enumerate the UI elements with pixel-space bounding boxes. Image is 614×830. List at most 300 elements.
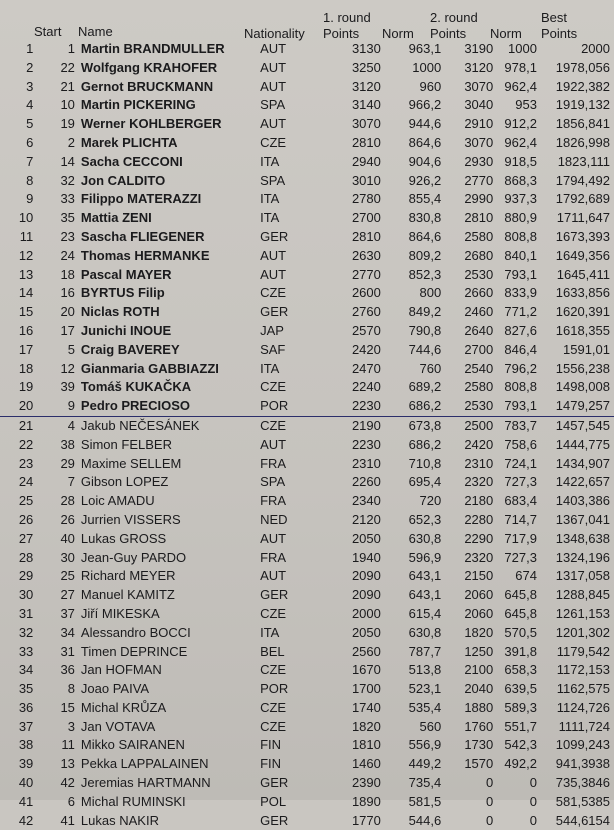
header-best: Best: [541, 10, 568, 25]
round2-points-cell: 2770: [464, 172, 494, 188]
start-cell: 40: [60, 530, 75, 546]
table-row: [0, 397, 614, 416]
best-points-cell: 1434,907: [555, 455, 610, 471]
best-points-cell: 1457,545: [555, 417, 610, 433]
rank-cell: 19: [18, 379, 34, 395]
round1-points-cell: 2810: [351, 134, 381, 150]
rank-cell: 8: [26, 172, 34, 188]
round2-norm-cell: 758,6: [504, 436, 537, 452]
round1-points-cell: 2230: [327, 397, 381, 416]
round2-norm-cell: 846,4: [504, 341, 537, 357]
rank-cell: 39: [18, 756, 34, 772]
best-points-cell: 1591,01: [563, 341, 610, 357]
round1-points-cell: 1770: [351, 812, 381, 828]
round1-norm-cell: 544,6: [408, 812, 442, 828]
table-row: [0, 605, 614, 624]
name-cell: Richard MEYER: [80, 568, 176, 584]
round1-points-cell: 1820: [351, 718, 381, 734]
round2-norm-cell: 391,8: [504, 643, 537, 659]
round2-norm-cell: 674: [515, 568, 537, 584]
rank-cell: 38: [18, 737, 34, 753]
best-points-cell: 1922,382: [555, 78, 610, 94]
nationality-cell: GER: [260, 304, 289, 320]
best-points-cell: 1201,302: [555, 624, 610, 640]
name-cell: Lukas GROSS: [80, 530, 167, 546]
rank-cell: 31: [18, 605, 34, 621]
round2-norm-cell: 683,4: [504, 493, 537, 509]
nationality-cell: CZE: [260, 134, 287, 150]
round2-norm-cell: 727,3: [504, 549, 537, 565]
nationality-cell: AUT: [260, 78, 287, 94]
round1-points-cell: 3010: [351, 172, 381, 188]
table-row: [0, 511, 614, 530]
best-points-cell: 941,3938: [555, 756, 610, 772]
name-cell: Junichi INOUE: [80, 322, 172, 338]
best-points-cell: 1444,775: [555, 436, 610, 452]
round2-norm-cell: 833,9: [504, 285, 537, 301]
best-points-cell: 1403,386: [555, 493, 610, 509]
round2-norm-cell: 953: [515, 97, 537, 113]
round2-norm-cell: 978,1: [504, 59, 537, 75]
round1-points-cell: 2050: [351, 530, 381, 546]
table-row: [0, 78, 614, 97]
start-cell: 30: [60, 549, 75, 565]
nationality-cell: AUT: [260, 41, 287, 56]
round1-norm-cell: 855,4: [408, 191, 442, 207]
round1-points-cell: 2090: [351, 568, 381, 584]
round2-norm-cell: 796,2: [504, 360, 537, 376]
start-cell: 36: [60, 662, 75, 678]
name-cell: Martin BRANDMULLER: [80, 41, 225, 56]
name-cell: Lukas NAKIR: [80, 812, 159, 828]
header-round1: 1. round: [323, 10, 371, 25]
best-points-cell: 1620,391: [555, 304, 610, 320]
round2-norm-cell: 492,2: [504, 756, 537, 772]
round1-points-cell: 2600: [351, 285, 381, 301]
round2-norm-cell: 808,8: [504, 228, 537, 244]
round2-points-cell: 2810: [464, 210, 494, 226]
best-points-cell: 1422,657: [555, 474, 610, 490]
table-row: [0, 341, 614, 360]
start-cell: 26: [60, 511, 75, 527]
round2-norm-cell: 962,4: [504, 78, 537, 94]
start-cell: 32: [60, 172, 75, 188]
rank-cell: 42: [18, 812, 34, 828]
table-row: [0, 755, 614, 774]
table-row: [0, 718, 614, 737]
round1-norm-cell: 809,2: [408, 247, 442, 263]
start-cell: 5: [67, 341, 75, 357]
best-points-cell: 2000: [581, 41, 610, 56]
round1-norm-cell: 630,8: [408, 624, 442, 640]
round1-norm-cell: 643,1: [408, 587, 442, 603]
round2-norm-cell: 589,3: [504, 699, 537, 715]
round1-norm-cell: 643,1: [408, 568, 442, 584]
round2-norm-cell: 542,3: [504, 737, 537, 753]
round2-points-cell: 2460: [464, 304, 494, 320]
table-row: [0, 247, 614, 266]
nationality-cell: AUT: [260, 568, 287, 584]
best-points-cell: 1367,041: [555, 511, 610, 527]
rank-cell: 4: [26, 97, 34, 113]
best-points-cell: 1317,058: [555, 568, 610, 584]
best-points-cell: 1645,411: [556, 266, 610, 282]
round2-norm-cell: 808,8: [504, 379, 537, 395]
nationality-cell: POL: [260, 793, 287, 809]
round2-points-cell: 1250: [464, 643, 494, 659]
best-points-cell: 1792,689: [555, 191, 610, 207]
best-points-cell: 1111,724: [558, 718, 610, 734]
round1-points-cell: 2760: [351, 304, 381, 320]
start-cell: 16: [60, 285, 75, 301]
start-cell: 42: [60, 775, 75, 791]
round2-norm-cell: 0: [529, 793, 537, 809]
name-cell: Pedro PRECIOSO: [75, 397, 258, 416]
start-cell: 11: [61, 737, 75, 753]
start-cell: 25: [60, 568, 75, 584]
nationality-cell: ITA: [260, 360, 280, 376]
round1-norm-cell: 560: [419, 718, 442, 734]
round1-points-cell: 2230: [351, 436, 381, 452]
best-points-cell: 1856,841: [555, 116, 610, 132]
round1-norm-cell: 535,4: [408, 699, 442, 715]
nationality-cell: AUT: [260, 59, 287, 75]
name-cell: Manuel KAMITZ: [80, 587, 175, 603]
round1-norm-cell: 523,1: [408, 681, 442, 697]
round1-points-cell: 1940: [351, 549, 381, 565]
table-row: [0, 549, 614, 568]
table-row: [0, 812, 614, 830]
round1-norm-cell: 710,8: [408, 455, 442, 471]
table-row: [0, 134, 614, 153]
round1-points-cell: 2190: [351, 417, 381, 433]
name-cell: Marek PLICHTA: [80, 134, 178, 150]
start-cell: 10: [60, 97, 75, 113]
round1-norm-cell: 830,8: [408, 210, 442, 226]
rank-cell: 3: [26, 78, 34, 94]
round2-points-cell: 2930: [464, 153, 494, 169]
table-row: [0, 736, 614, 755]
start-cell: 2: [67, 134, 75, 150]
start-cell: 20: [60, 304, 75, 320]
round2-points-cell: 2530: [441, 397, 493, 416]
table-row: [0, 228, 614, 247]
round1-points-cell: 1460: [351, 756, 381, 772]
round1-points-cell: 1670: [351, 662, 381, 678]
start-cell: 17: [60, 322, 75, 338]
rank-cell: 15: [18, 304, 34, 320]
best-points-cell: 1618,355: [555, 322, 610, 338]
name-cell: Jon CALDITO: [80, 172, 166, 188]
start-cell: 19: [60, 116, 75, 132]
start-cell: 22: [60, 59, 75, 75]
table-row: [0, 793, 614, 812]
round2-points-cell: 3120: [464, 59, 494, 75]
start-cell: 29: [60, 455, 75, 471]
name-cell: Craig BAVEREY: [80, 341, 180, 357]
round2-norm-cell: 714,7: [504, 511, 537, 527]
round1-points-cell: 1700: [351, 681, 381, 697]
round2-norm-cell: 962,4: [504, 134, 537, 150]
name-cell: Sascha FLIEGENER: [80, 228, 205, 244]
table-row: [0, 266, 614, 285]
round2-points-cell: 1880: [464, 699, 494, 715]
name-cell: Werner KOHLBERGER: [80, 116, 222, 132]
start-cell: 9: [33, 397, 75, 416]
table-row: [0, 96, 614, 115]
round1-points-cell: 2570: [351, 322, 381, 338]
start-cell: 14: [60, 153, 75, 169]
table-row: [0, 492, 614, 511]
start-cell: 23: [60, 228, 75, 244]
start-cell: 27: [60, 587, 75, 603]
nationality-cell: FIN: [260, 737, 282, 753]
name-cell: BYRTUS Filip: [80, 285, 165, 301]
rank-cell: 32: [18, 624, 34, 640]
round1-points-cell: 2780: [351, 191, 381, 207]
nationality-cell: CZE: [260, 718, 287, 734]
round1-points-cell: 2050: [351, 624, 381, 640]
nationality-cell: SPA: [260, 97, 286, 113]
table-row: [0, 680, 614, 699]
round1-norm-cell: 1000: [412, 59, 442, 75]
round2-norm-cell: 771,2: [504, 304, 537, 320]
round2-norm-cell: 912,2: [504, 116, 537, 132]
round1-points-cell: 3140: [351, 97, 381, 113]
start-cell: 41: [60, 812, 75, 828]
rank-cell: 40: [18, 775, 34, 791]
rank-cell: 41: [18, 793, 34, 809]
round1-points-cell: 2240: [351, 379, 381, 395]
nationality-cell: FRA: [260, 493, 287, 509]
best-points-cell: 1162,575: [556, 681, 610, 697]
round1-norm-cell: 760: [419, 360, 442, 376]
round1-norm-cell: 787,7: [408, 643, 442, 659]
name-cell: Mikko SAIRANEN: [80, 737, 185, 753]
rank-cell: 12: [18, 247, 34, 263]
name-cell: Jan VOTAVA: [80, 718, 156, 734]
best-points-cell: 1288,845: [555, 587, 610, 603]
round2-points-cell: 2530: [464, 266, 494, 282]
round2-norm-cell: 793,1: [493, 397, 537, 416]
round1-norm-cell: 686,2: [381, 397, 441, 416]
round1-points-cell: 2560: [351, 643, 381, 659]
round2-norm-cell: 551,7: [504, 718, 537, 734]
start-cell: 4: [67, 417, 75, 433]
round2-norm-cell: 793,1: [504, 266, 537, 282]
rank-cell: 27: [18, 530, 34, 546]
name-cell: Gernot BRUCKMANN: [80, 78, 214, 94]
nationality-cell: CZE: [260, 417, 287, 433]
round2-points-cell: 2100: [464, 662, 494, 678]
best-points-cell: 1978,056: [555, 59, 610, 75]
rank-cell: 11: [19, 228, 34, 244]
round2-points-cell: 3070: [464, 134, 494, 150]
round1-points-cell: 2260: [351, 474, 381, 490]
nationality-cell: CZE: [260, 605, 287, 621]
table-row: [0, 473, 614, 492]
table-row: [0, 436, 614, 455]
rank-cell: 33: [18, 643, 34, 659]
round1-norm-cell: 790,8: [408, 322, 442, 338]
start-cell: 15: [60, 699, 75, 715]
header-round2: 2. round: [430, 10, 478, 25]
nationality-cell: ITA: [260, 153, 280, 169]
nationality-cell: ITA: [260, 624, 280, 640]
round2-points-cell: 2290: [464, 530, 494, 546]
table-row: [0, 209, 614, 228]
rank-cell: 2: [26, 59, 34, 75]
round2-points-cell: 2320: [464, 549, 494, 565]
round1-norm-cell: 744,6: [408, 341, 442, 357]
round1-norm-cell: 800: [419, 285, 442, 301]
rank-cell: 10: [18, 210, 34, 226]
name-cell: Sacha CECCONI: [80, 153, 183, 169]
table-row: [0, 586, 614, 605]
start-cell: 33: [60, 191, 75, 207]
nationality-cell: JAP: [260, 322, 284, 338]
start-cell: 37: [60, 605, 75, 621]
name-cell: Jean-Guy PARDO: [80, 549, 187, 565]
start-cell: 31: [60, 643, 75, 659]
rank-cell: 30: [18, 587, 34, 603]
round2-norm-cell: 645,8: [504, 605, 537, 621]
best-points-cell: 1261,153: [555, 605, 610, 621]
round2-norm-cell: 840,1: [504, 247, 537, 263]
round1-points-cell: 2000: [351, 605, 381, 621]
round1-points-cell: 2630: [351, 247, 381, 263]
table-row: [0, 455, 614, 474]
round2-norm-cell: 0: [529, 775, 537, 791]
best-points-cell: 1124,726: [556, 699, 610, 715]
name-cell: Michal KRŮZA: [80, 699, 167, 715]
best-points-cell: 1794,492: [555, 172, 610, 188]
round1-norm-cell: 630,8: [408, 530, 442, 546]
nationality-cell: FIN: [260, 756, 282, 772]
nationality-cell: SPA: [260, 172, 286, 188]
best-points-cell: 1649,356: [555, 247, 610, 263]
name-cell: Jakub NEČESÁNEK: [80, 417, 200, 433]
nationality-cell: FRA: [260, 549, 287, 565]
name-cell: Gianmaria GABBIAZZI: [80, 360, 219, 376]
name-cell: Filippo MATERAZZI: [80, 191, 202, 207]
name-cell: Gibson LOPEZ: [80, 474, 169, 490]
header-points-round1: Points: [323, 26, 360, 41]
round2-points-cell: 2500: [464, 417, 494, 433]
round2-points-cell: 3190: [464, 41, 494, 56]
round1-norm-cell: 926,2: [408, 172, 442, 188]
round2-points-cell: 2320: [464, 474, 494, 490]
best-points-cell: 581,5385: [555, 793, 610, 809]
round2-points-cell: 1760: [464, 718, 494, 734]
round2-norm-cell: 639,5: [504, 681, 537, 697]
round2-points-cell: 0: [486, 793, 494, 809]
round2-norm-cell: 658,3: [504, 662, 537, 678]
nationality-cell: CZE: [260, 662, 287, 678]
round2-points-cell: 2280: [464, 511, 494, 527]
rank-cell: 36: [18, 699, 34, 715]
round1-points-cell: 3250: [351, 59, 381, 75]
nationality-cell: CZE: [260, 285, 287, 301]
nationality-cell: FRA: [260, 455, 287, 471]
round2-points-cell: 0: [486, 812, 494, 828]
best-points-cell: 1826,998: [555, 134, 610, 150]
table-row: [0, 567, 614, 586]
round1-points-cell: 2940: [351, 153, 381, 169]
nationality-cell: SPA: [260, 474, 286, 490]
name-cell: Loic AMADU: [80, 493, 155, 509]
rank-cell: 14: [18, 285, 34, 301]
start-cell: 38: [60, 436, 75, 452]
table-row: [0, 322, 614, 341]
rank-cell: 29: [18, 568, 34, 584]
round2-points-cell: 2910: [464, 116, 494, 132]
nationality-cell: CZE: [260, 379, 287, 395]
round2-norm-cell: 727,3: [504, 474, 537, 490]
rank-cell: 20: [0, 397, 33, 416]
round1-points-cell: 2390: [351, 775, 381, 791]
round2-points-cell: 2310: [464, 455, 494, 471]
rank-cell: 23: [18, 455, 34, 471]
round1-norm-cell: 960: [419, 78, 442, 94]
rank-cell: 35: [18, 681, 34, 697]
header-norm-round1: Norm: [382, 26, 414, 41]
round1-points-cell: 2090: [351, 587, 381, 603]
round2-points-cell: 2580: [464, 228, 494, 244]
start-cell: 24: [60, 247, 75, 263]
table-row: [0, 661, 614, 680]
start-cell: 39: [60, 379, 75, 395]
name-cell: Timen DEPRINCE: [80, 643, 188, 659]
round1-norm-cell: 686,2: [408, 436, 442, 452]
nationality-cell: ITA: [260, 210, 280, 226]
table-row: [0, 284, 614, 303]
header-name: Name: [78, 24, 113, 39]
best-points-cell: 1711,647: [556, 210, 610, 226]
round1-points-cell: 2310: [351, 455, 381, 471]
nationality-cell: NED: [260, 511, 288, 527]
round2-points-cell: 2040: [464, 681, 494, 697]
round2-points-cell: 2060: [464, 605, 494, 621]
round1-norm-cell: 852,3: [408, 266, 442, 282]
round1-norm-cell: 689,2: [408, 379, 442, 395]
round2-norm-cell: 827,6: [504, 322, 537, 338]
nationality-cell: GER: [260, 775, 289, 791]
best-points-cell: 1179,542: [556, 643, 610, 659]
nationality-cell: AUT: [260, 436, 287, 452]
header-start: Start: [34, 24, 62, 39]
best-points-cell: 1919,132: [555, 97, 610, 113]
nationality-cell: AUT: [260, 247, 287, 263]
nationality-cell: BEL: [260, 643, 285, 659]
nationality-cell: POR: [260, 681, 289, 697]
table-row: [0, 172, 614, 191]
start-cell: 28: [60, 493, 75, 509]
nationality-cell: AUT: [260, 266, 287, 282]
name-cell: Alessandro BOCCI: [80, 624, 191, 640]
round2-points-cell: 2540: [464, 360, 494, 376]
round2-norm-cell: 645,8: [504, 587, 537, 603]
start-cell: 34: [60, 624, 75, 640]
table-row: [0, 190, 614, 209]
round2-norm-cell: 918,5: [504, 153, 537, 169]
name-cell: Jan HOFMAN: [80, 662, 162, 678]
name-cell: Pascal MAYER: [80, 266, 172, 282]
best-points-cell: 1823,111: [557, 153, 610, 169]
header-nationality: Nationality: [244, 26, 305, 41]
round2-norm-cell: 783,7: [504, 417, 537, 433]
round1-points-cell: 2700: [351, 210, 381, 226]
